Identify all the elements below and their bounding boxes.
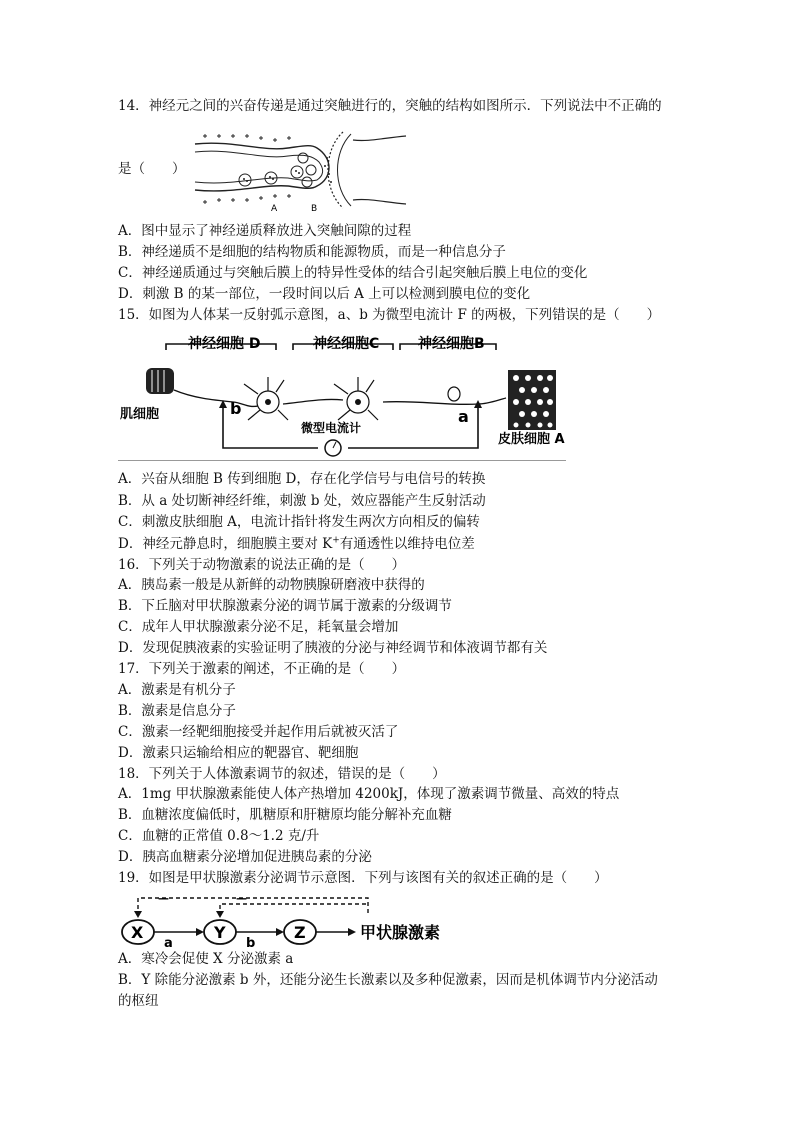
label-a: A	[271, 204, 278, 212]
label-pole-b: b	[230, 399, 242, 418]
q15-option-c: C．刺激皮肤细胞 A，电流计指针将发生两次方向相反的偏转	[118, 514, 480, 530]
label-muscle: 肌细胞	[120, 407, 160, 422]
q18-option-b: B．血糖浓度偏低时，肌糖原和肝糖原均能分解补充血糖	[118, 807, 452, 823]
label-meter: 微型电流计	[301, 421, 362, 435]
q15-option-d-sup: +	[332, 535, 340, 546]
label-hormone-b: b	[246, 936, 256, 948]
q15-option-d-pre: D．神经元静息时，细胞膜主要对 K	[118, 536, 333, 552]
node-x: X	[131, 923, 144, 942]
q16-option-b: B．下丘脑对甲状腺激素分泌的调节属于激素的分级调节	[118, 598, 452, 614]
q14-option-c: C．神经递质通过与突触后膜上的特异性受体的结合引起突触后膜上电位的变化	[118, 265, 588, 281]
q17-option-c: C．激素一经靶细胞接受并起作用后就被灭活了	[118, 724, 399, 740]
q16-option-a: A．胰岛素一般是从新鲜的动物胰腺研磨液中获得的	[118, 577, 425, 593]
q17-option-a: A．激素是有机分子	[118, 682, 236, 698]
q19-stem: 19．如图是甲状腺激素分泌调节示意图．下列与该图有关的叙述正确的是（ ）	[118, 870, 608, 886]
label-neuron-d: 神经细胞 D	[188, 336, 261, 352]
q19-option-a: A．寒冷会促使 X 分泌激素 a	[118, 951, 294, 967]
q14-stem: 14．神经元之间的兴奋传递是通过突触进行的，突触的结构如图所示．下列说法中不正确的	[118, 98, 662, 114]
figure-divider	[118, 460, 566, 461]
q15-stem: 15．如图为人体某一反射弧示意图，a、b 为微型电流计 F 的两极，下列错误的是（ ）	[118, 307, 661, 323]
q16-option-c: C．成年人甲状腺激素分泌不足，耗氧量会增加	[118, 619, 399, 635]
label-b: B	[311, 204, 318, 212]
q14-option-d: D．刺激 B 的某一部位，一段时间以后 A 上可以检测到膜电位的变化	[118, 286, 531, 302]
label-hormone-a: a	[164, 936, 173, 948]
q15-option-a: A．兴奋从细胞 B 传到细胞 D，存在化学信号与电信号的转换	[118, 471, 486, 487]
label-neuron-c: 神经细胞C	[313, 336, 380, 352]
minus-2: —	[236, 892, 247, 905]
q18-option-c: C．血糖的正常值 0.8～1.2 克/升	[118, 828, 320, 844]
q19-option-b: B．Y 除能分泌激素 b 外，还能分泌生长激素以及多种促激素，因而是机体调节内分泌活动	[118, 972, 658, 988]
minus-1: —	[158, 892, 169, 905]
label-neuron-b: 神经细胞B	[418, 336, 485, 352]
q15-option-d-post: 有通透性以维持电位差	[339, 536, 475, 552]
q15-option-b: B．从 a 处切断神经纤维，刺激 b 处，效应器能产生反射活动	[118, 493, 486, 509]
q18-option-a: A．1mg 甲状腺激素能使人体产热增加 4200kJ，体现了激素调节微量、高效的特点	[118, 786, 620, 802]
label-thyroid-hormone: 甲状腺激素	[360, 923, 441, 942]
q18-stem: 18．下列关于人体激素调节的叙述，错误的是（ ）	[118, 766, 446, 782]
label-skin: 皮肤细胞 A	[498, 432, 565, 447]
q19-option-b-cont: 的枢纽	[118, 993, 159, 1009]
q14-stem-cont: 是（ ）	[118, 161, 186, 177]
q15-option-d	[118, 534, 475, 554]
q14-option-a: A．图中显示了神经递质释放进入突触间隙的过程	[118, 223, 412, 239]
q18-option-d: D．胰高血糖素分泌增加促进胰岛素的分泌	[118, 849, 372, 865]
q17-option-d: D．激素只运输给相应的靶器官、靶细胞	[118, 745, 359, 761]
node-y: Y	[214, 923, 226, 942]
label-pole-a: a	[458, 407, 469, 426]
q17-option-b: B．激素是信息分子	[118, 703, 236, 719]
node-z: Z	[294, 923, 306, 942]
q16-option-d: D．发现促胰液素的实验证明了胰液的分泌与神经调节和体液调节都有关	[118, 640, 548, 656]
q14-option-b: B．神经递质不是细胞的结构物质和能源物质，而是一种信息分子	[118, 244, 506, 260]
q16-stem: 16．下列关于动物激素的说法正确的是（ ）	[118, 557, 406, 573]
synapse-figure	[193, 130, 408, 212]
thyroid-regulation-figure	[118, 888, 478, 948]
reflex-arc-figure	[118, 328, 568, 463]
q17-stem: 17．下列关于激素的阐述，不正确的是（ ）	[118, 661, 406, 677]
